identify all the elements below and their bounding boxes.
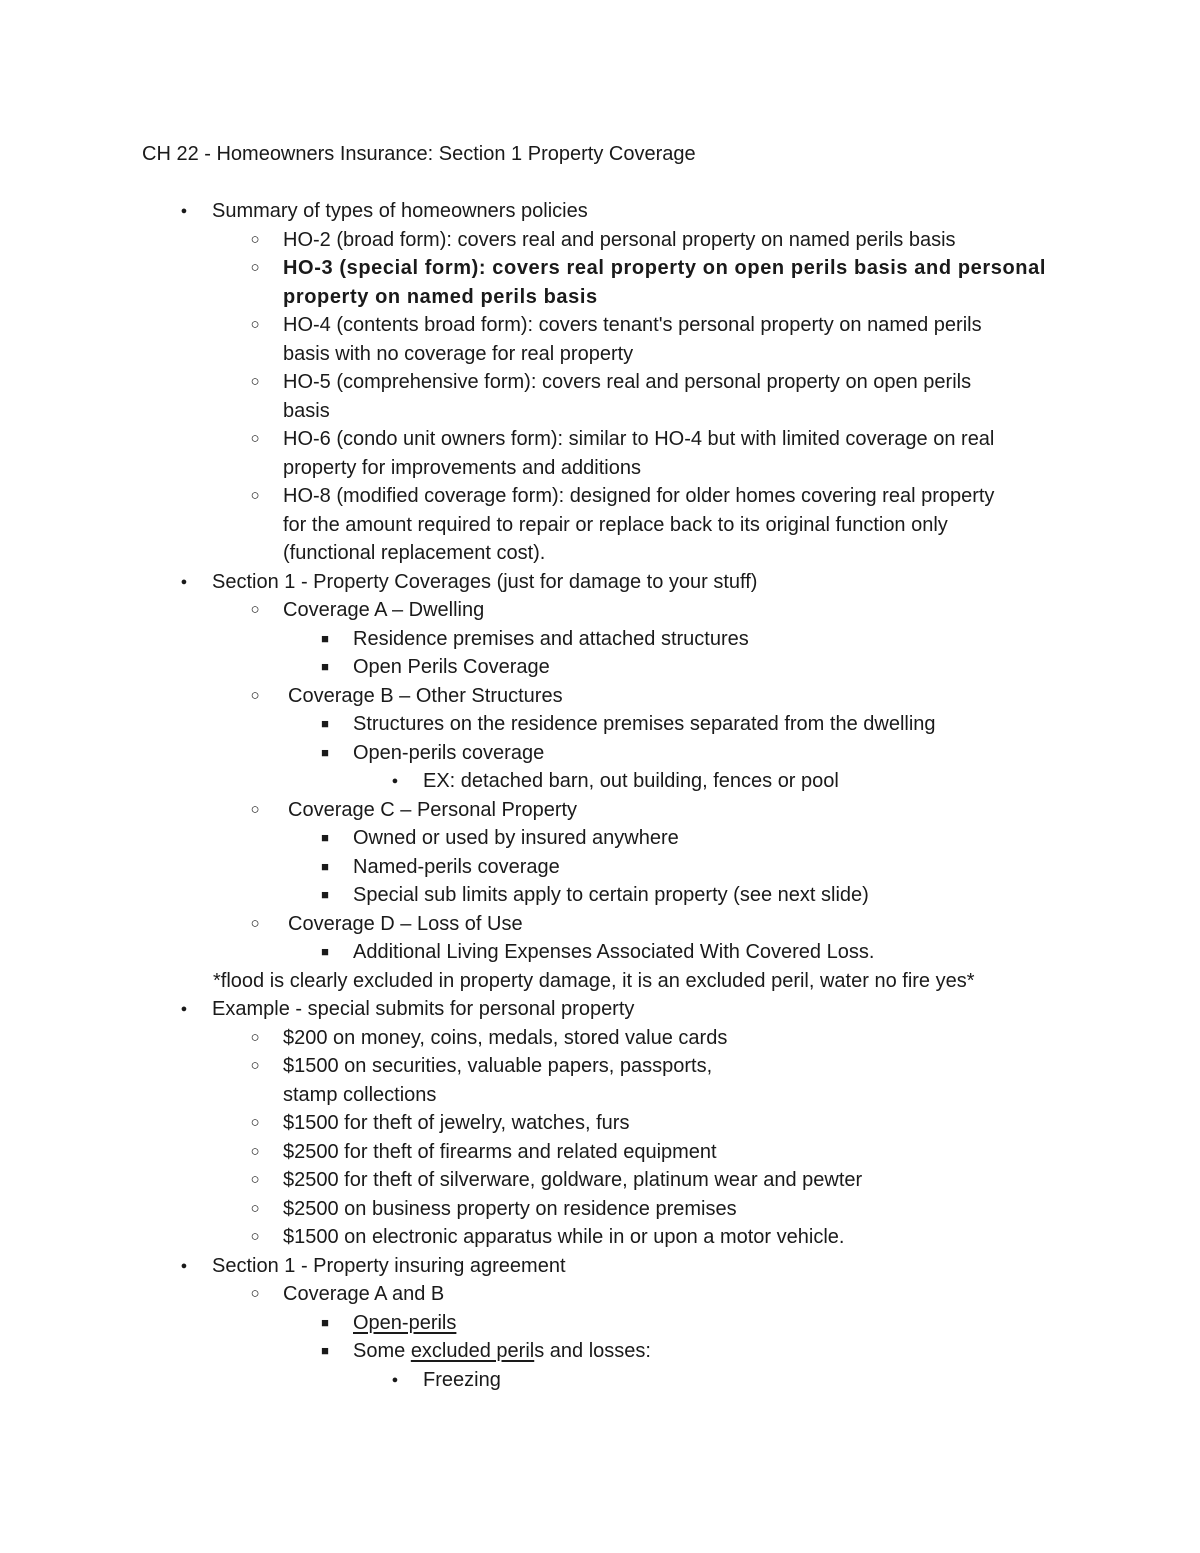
hollow-circle-bullet-icon: ○ bbox=[250, 373, 260, 390]
note-line: *flood is clearly excluded in property damage, it is an excluded peril, water no fire yes* bbox=[213, 969, 975, 992]
continuation-line: stamp collections bbox=[283, 1083, 437, 1106]
level2-item: $1500 on electronic apparatus while in or upon a motor vehicle. bbox=[283, 1226, 845, 1248]
square-bullet-icon: ■ bbox=[321, 744, 329, 760]
level3-item: Additional Living Expenses Associated With Covered Loss. bbox=[353, 941, 875, 963]
level2-item: HO-3 (special form): covers real property on open perils basis and personal bbox=[283, 257, 1046, 279]
hollow-circle-bullet-icon: ○ bbox=[250, 487, 260, 504]
square-bullet-icon: ■ bbox=[321, 944, 329, 959]
square-bullet-icon: ■ bbox=[321, 830, 329, 845]
level3-item: Owned or used by insured anywhere bbox=[353, 827, 679, 849]
underlined-phrase: excluded peril bbox=[410, 1340, 535, 1362]
document-title: CH 22 - Homeowners Insurance: Section 1 Property Coverage bbox=[142, 143, 696, 165]
hollow-circle-bullet-icon: ○ bbox=[250, 316, 260, 333]
hollow-circle-bullet-icon: ○ bbox=[250, 1057, 260, 1074]
continuation-line: property for improvements and additions bbox=[283, 456, 641, 479]
square-bullet-icon: ■ bbox=[321, 716, 329, 731]
level2-item: HO-8 (modified coverage form): designed for older homes covering real property bbox=[283, 485, 995, 507]
level4-item: Freezing bbox=[423, 1368, 501, 1391]
square-bullet-icon: ■ bbox=[321, 1314, 329, 1330]
level2-item: HO-4 (contents broad form): covers tenant's personal property on named perils bbox=[283, 314, 982, 336]
level2-item: $1500 on securities, valuable papers, passports, bbox=[283, 1055, 713, 1077]
level2-item: $1500 for theft of jewelry, watches, furs bbox=[283, 1112, 630, 1134]
square-bullet-icon: ■ bbox=[321, 659, 329, 674]
continuation-line: basis with no coverage for real property bbox=[283, 342, 634, 365]
hollow-circle-bullet-icon: ○ bbox=[250, 800, 260, 818]
hollow-circle-bullet-icon: ○ bbox=[250, 914, 260, 932]
level2-item: $2500 for theft of silverware, goldware, platinum wear and pewter bbox=[283, 1169, 863, 1191]
level2-item: $2500 on business property on residence premises bbox=[283, 1197, 737, 1220]
level3-item: Structures on the residence premises separated from the dwelling bbox=[353, 713, 936, 735]
square-bullet-icon: ■ bbox=[321, 630, 329, 646]
level2-item: Coverage D – Loss of Use bbox=[288, 912, 523, 935]
square-bullet-icon: ■ bbox=[321, 1343, 329, 1358]
level1-item: Section 1 - Property Coverages (just for damage to your stuff) bbox=[212, 570, 758, 593]
level3-item: Named-perils coverage bbox=[353, 855, 560, 878]
continuation-line: for the amount required to repair or replace back to its original function only bbox=[283, 513, 948, 536]
hollow-circle-bullet-icon: ○ bbox=[250, 601, 260, 618]
hollow-circle-bullet-icon: ○ bbox=[250, 230, 260, 248]
level2-item: Coverage A – Dwelling bbox=[283, 599, 485, 621]
level1-item: Example - special submits for personal property bbox=[212, 998, 635, 1020]
level1-item: Section 1 - Property insuring agreement bbox=[212, 1254, 566, 1277]
hollow-circle-bullet-icon: ○ bbox=[250, 686, 260, 704]
level2-item: Coverage B – Other Structures bbox=[288, 684, 563, 707]
level4-item: EX: detached barn, out building, fences or pool bbox=[423, 770, 839, 792]
level3-item: Open Perils Coverage bbox=[353, 656, 550, 678]
level2-item: $200 on money, coins, medals, stored value cards bbox=[283, 1026, 728, 1049]
hollow-circle-bullet-icon: ○ bbox=[250, 1114, 260, 1131]
continuation-line: property on named perils basis bbox=[283, 285, 598, 308]
hollow-circle-bullet-icon: ○ bbox=[250, 259, 260, 276]
level2-item: $2500 for theft of firearms and related equipment bbox=[283, 1140, 717, 1163]
hollow-circle-bullet-icon: ○ bbox=[250, 1285, 260, 1302]
filled-circle-bullet-icon: ● bbox=[180, 1259, 188, 1272]
continuation-line: (functional replacement cost). bbox=[283, 542, 546, 564]
level3-item: Open-perils bbox=[353, 1311, 457, 1334]
filled-circle-bullet-icon: ● bbox=[180, 205, 188, 217]
continuation-line: basis bbox=[283, 399, 330, 422]
hollow-circle-bullet-icon: ○ bbox=[250, 1142, 260, 1160]
level3-item: Some excluded perils and losses: bbox=[353, 1340, 651, 1362]
square-bullet-icon: ■ bbox=[321, 887, 329, 902]
hollow-circle-bullet-icon: ○ bbox=[250, 1028, 260, 1046]
filled-circle-bullet-icon: ● bbox=[180, 575, 188, 588]
filled-circle-bullet-icon: ● bbox=[391, 775, 399, 787]
level1-item: Summary of types of homeowners policies bbox=[212, 200, 588, 222]
level3-item: Open-perils coverage bbox=[353, 741, 545, 764]
level3-item: Residence premises and attached structures bbox=[353, 627, 749, 650]
hollow-circle-bullet-icon: ○ bbox=[250, 1199, 260, 1217]
level2-item: Coverage C – Personal Property bbox=[288, 798, 578, 821]
level2-item: HO-6 (condo unit owners form): similar to HO-4 but with limited coverage on real bbox=[283, 428, 995, 450]
hollow-circle-bullet-icon: ○ bbox=[250, 1171, 260, 1188]
filled-circle-bullet-icon: ● bbox=[391, 1373, 399, 1386]
square-bullet-icon: ■ bbox=[321, 858, 329, 874]
hollow-circle-bullet-icon: ○ bbox=[250, 1228, 260, 1245]
level2-item: HO-2 (broad form): covers real and personal property on named perils basis bbox=[283, 228, 956, 251]
level2-item: Coverage A and B bbox=[283, 1283, 445, 1305]
level3-item: Special sub limits apply to certain property (see next slide) bbox=[353, 884, 869, 906]
filled-circle-bullet-icon: ● bbox=[180, 1003, 188, 1015]
hollow-circle-bullet-icon: ○ bbox=[250, 430, 260, 447]
level2-item: HO-5 (comprehensive form): covers real and personal property on open perils bbox=[283, 371, 972, 393]
